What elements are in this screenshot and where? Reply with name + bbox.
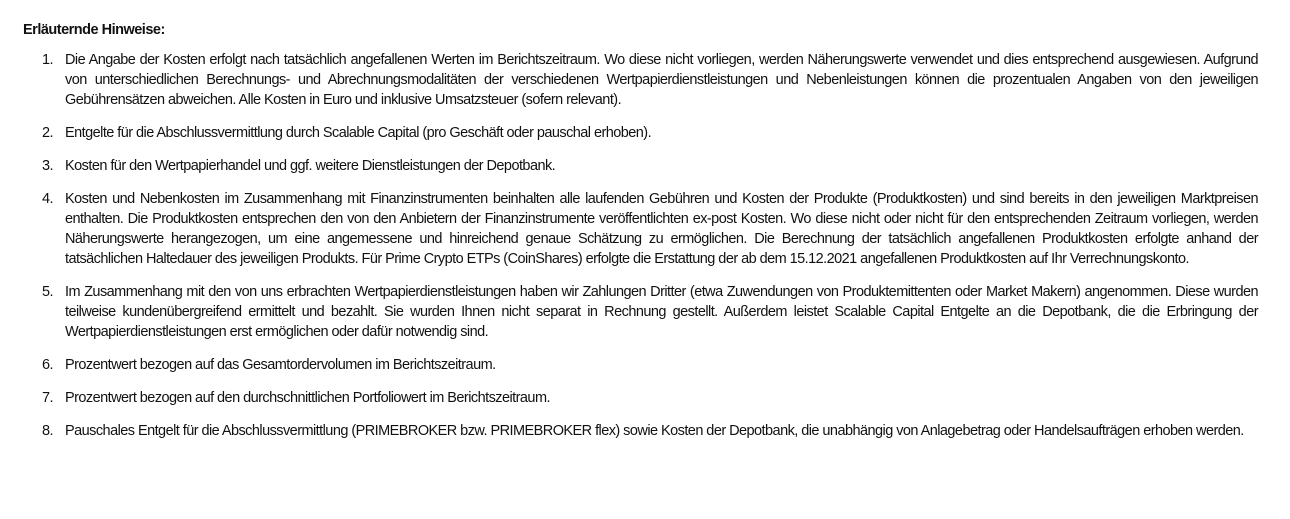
note-number: 8.	[42, 423, 53, 439]
note-item	[23, 421, 1258, 441]
notes-list	[23, 50, 1258, 441]
notes-heading: Erläuternde Hinweise:	[23, 22, 165, 38]
note-number: 4.	[42, 191, 53, 207]
note-text: Prozentwert bezogen auf das Gesamtordervolumen im Berichtszeitraum.	[65, 357, 496, 373]
note-number: 1.	[42, 52, 53, 68]
note-text: Prozentwert bezogen auf den durchschnittlichen Portfoliowert im Berichtszeitraum.	[65, 390, 550, 406]
note-number: 6.	[42, 357, 53, 373]
note-text: Kosten für den Wertpapierhandel und ggf. weitere Dienstleistungen der Depotbank.	[65, 158, 556, 174]
note-text: Entgelte für die Abschlussvermittlung durch Scalable Capital (pro Geschäft oder pauschal erhoben).	[65, 125, 652, 141]
note-number: 7.	[42, 390, 53, 406]
note-item	[23, 388, 1258, 408]
note-item	[23, 156, 1258, 176]
note-number: 2.	[42, 125, 53, 141]
note-item	[23, 123, 1258, 143]
note-item	[23, 282, 1258, 342]
note-number: 3.	[42, 158, 53, 174]
note-text: Pauschales Entgelt für die Abschlussvermittlung (PRIMEBROKER bzw. PRIMEBROKER flex) sowie Kosten der Depotbank, die unabhängig von Anlagebetrag oder Handelsaufträgen erhoben werden.	[65, 423, 1244, 439]
note-item	[23, 189, 1258, 269]
note-text: Kosten und Nebenkosten im Zusammenhang mit Finanzinstrumenten beinhalten alle laufenden Gebühren und Kosten der Produkte (Produktkosten) und sind bereits in den jeweiligen Marktpreisen enthalten. Die Produktkosten entsprechen den von den Anbietern der Finanzinstrumente veröffentlichten ex-post Kosten. Wo diese nicht oder nicht für den entsprechenden Zeitraum vorliegen, werden Näherungswerte herangezogen, um eine angemessene und hinreichend genaue Schätzung zu ermöglichen. Die Berechnung der tatsächlich angefallenen Produktkosten erfolgte anhand der tatsächlichen Haltedauer des jeweiligen Produkts. Für Prime Crypto ETPs (CoinShares) erfolgte die Erstattung der ab dem 15.12.2021 angefallenen Produktkosten auf Ihr Verrechnungskonto.	[65, 191, 1258, 267]
note-item	[23, 50, 1258, 110]
note-text: Die Angabe der Kosten erfolgt nach tatsächlich angefallenen Werten im Berichtszeitraum. Wo diese nicht vorliegen, werden Näherungswerte verwendet und dies entsprechend ausgewiesen. Aufgrund von unterschiedlichen Berechnungs- und Abrechnungsmodalitäten der verschiedenen Wertpapierdienstleistungen und Nebenleistungen können die prozentualen Angaben von den jeweiligen Gebührensätzen abweichen. Alle Kosten in Euro und inklusive Umsatzsteuer (sofern relevant).	[65, 52, 1258, 108]
note-text: Im Zusammenhang mit den von uns erbrachten Wertpapierdienstleistungen haben wir Zahlungen Dritter (etwa Zuwendungen von Produktemittenten oder Market Makern) angenommen. Diese wurden teilweise kundenübergreifend ermittelt und bezahlt. Sie wurden Ihnen nicht separat in Rechnung gestellt. Außerdem leistet Scalable Capital Entgelte an die Depotbank, die die Erbringung der Wertpapierdienstleistungen erst ermöglichen oder dafür notwendig sind.	[65, 284, 1258, 340]
note-number: 5.	[42, 284, 53, 300]
note-item	[23, 355, 1258, 375]
